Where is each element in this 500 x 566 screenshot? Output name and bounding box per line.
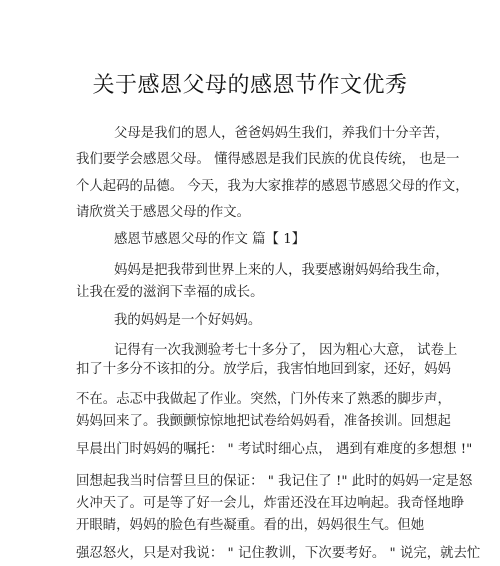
text-line: 父母是我们的恩人，爸爸妈妈生我们，养我们十分辛苦， (114, 126, 449, 141)
text-line: 开眼睛，妈妈的脸色有些凝重。看的出，妈妈很生气。但她 (76, 518, 425, 533)
text-line: 个人起码的品德。 今天，我为大家推荐的感恩节感恩父母的作文， (76, 179, 469, 194)
text-line: 记得有一次我测验考七十多分了， 因为粗心大意， 试卷上 (114, 343, 458, 358)
text-line: 让我在爱的滋润下幸福的成长。 (76, 285, 264, 300)
text-line: 强忍怒火，只是对我说： " 记住教训，下次要考好。 " 说完，就去忙 (76, 546, 481, 561)
text-line: 妈妈是把我带到世界上来的人，我要感谢妈妈给我生命， (114, 263, 449, 278)
text-line: 火冲天了。可是等了好一会儿，炸雷还没在耳边响起。我奇怪地睁 (76, 496, 465, 511)
text-line: 回想起我当时信誓旦旦的保证： " 我记住了 !" 此时的妈妈一定是怒 (76, 474, 473, 489)
text-line: 早晨出门时妈妈的嘱托： " 考试时细心点， 遇到有难度的多想想 !" (76, 442, 473, 457)
section-heading: 感恩节感恩父母的作文 篇【 1】 (114, 232, 306, 247)
document-title: 关于感恩父母的感恩节作文优秀 (92, 73, 408, 98)
text-line: 我们要学会感恩父母。 懂得感恩是我们民族的优良传统， 也是一 (76, 152, 460, 167)
text-line: 扣了十多分不该扣的分。放学后，我害怕地回到家，还好，妈妈 (76, 362, 451, 377)
text-line: 不在。忐忑中我做起了作业。突然，门外传来了熟悉的脚步声， (76, 392, 451, 407)
text-line: 请欣赏关于感恩父母的作文。 (76, 205, 251, 220)
text-line: 我的妈妈是一个好妈妈。 (114, 313, 262, 328)
text-line: 妈妈回来了。我颤颤惊惊地把试卷给妈妈看，准备挨训。回想起 (76, 414, 451, 429)
